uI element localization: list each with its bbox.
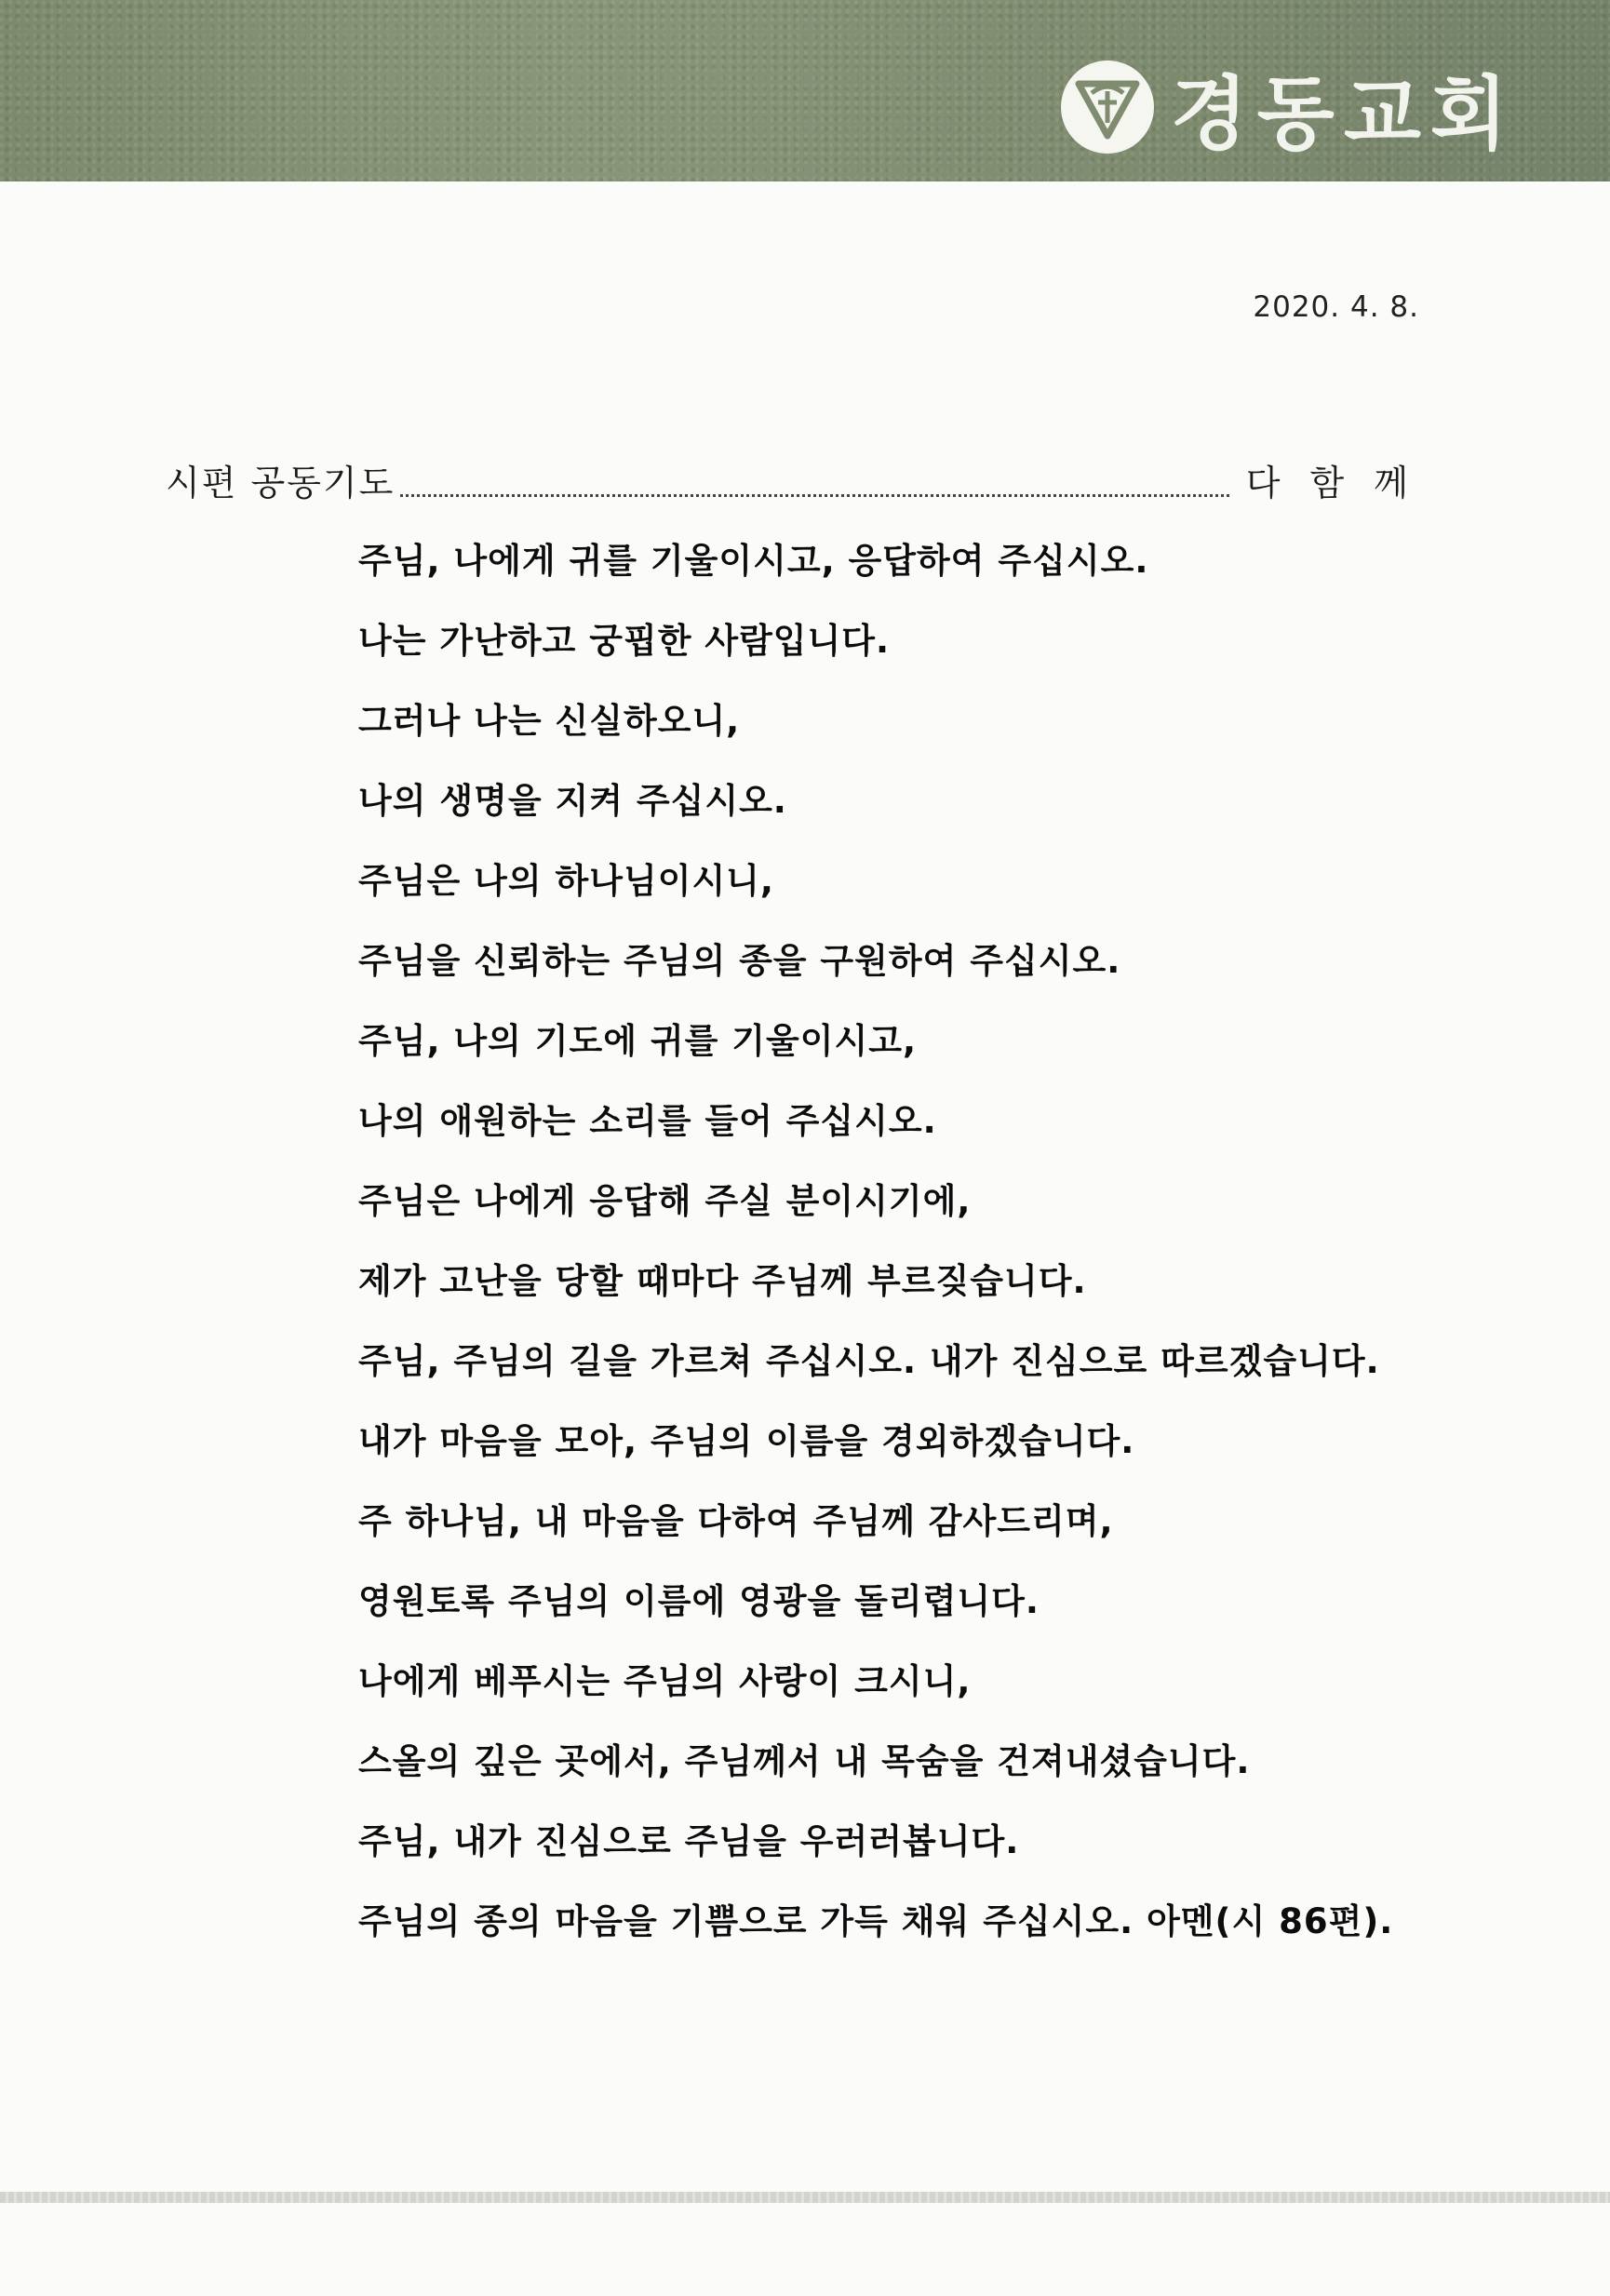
prayer-line: 주 하나님, 내 마음을 다하여 주님께 감사드리며, [358, 1501, 1114, 1541]
prayer-line: 주님을 신뢰하는 주님의 종을 구원하여 주십시오. [358, 941, 1121, 981]
prayer-line: 그러나 나는 신실하오니, [358, 701, 741, 741]
prayer-line: 주님, 나에게 귀를 기울이시고, 응답하여 주십시오. [358, 541, 1149, 581]
prayer-line: 나는 가난하고 궁핍한 사람입니다. [358, 621, 891, 661]
prayer-line: 주님은 나의 하나님이시니, [358, 861, 774, 901]
prayer-line: 나의 애원하는 소리를 들어 주십시오. [358, 1101, 937, 1141]
prayer-line: 스올의 깊은 곳에서, 주님께서 내 목숨을 건져내셨습니다. [358, 1741, 1251, 1781]
prayer-line: 나에게 베푸시는 주님의 사랑이 크시니, [358, 1661, 972, 1701]
section-heading [166, 454, 1417, 505]
prayer-line: 주님, 주님의 길을 가르쳐 주십시오. 내가 진심으로 따르겠습니다. [358, 1341, 1380, 1381]
church-name: 경동교회 [1170, 67, 1517, 161]
church-emblem-icon [1061, 60, 1154, 154]
prayer-line: 주님, 나의 기도에 귀를 기울이시고, [358, 1021, 918, 1061]
prayer-line: 주님, 내가 진심으로 주님을 우러러봅니다. [358, 1821, 1020, 1861]
section-title: 시편 공동기도 [166, 463, 396, 504]
bottom-border [0, 2192, 1610, 2203]
document-date: 2020. 4. 8. [1253, 290, 1419, 324]
dotted-leader [400, 494, 1228, 497]
prayer-line: 주님의 종의 마음을 기쁨으로 가득 채워 주십시오. 아멘(시 86편). [358, 1901, 1394, 1941]
prayer-line: 나의 생명을 지켜 주십시오. [358, 781, 787, 821]
prayer-text [358, 521, 1393, 1962]
church-logo [1061, 56, 1517, 161]
prayer-line: 주님은 나에게 응답해 주실 분이시기에, [358, 1181, 972, 1221]
prayer-line: 영원토록 주님의 이름에 영광을 돌리렵니다. [358, 1581, 1040, 1621]
prayer-line: 내가 마음을 모아, 주님의 이름을 경외하겠습니다. [358, 1421, 1135, 1461]
prayer-line: 제가 고난을 당할 때마다 주님께 부르짖습니다. [358, 1261, 1087, 1301]
header-band [0, 0, 1610, 181]
section-participants: 다 함 께 [1245, 463, 1417, 504]
